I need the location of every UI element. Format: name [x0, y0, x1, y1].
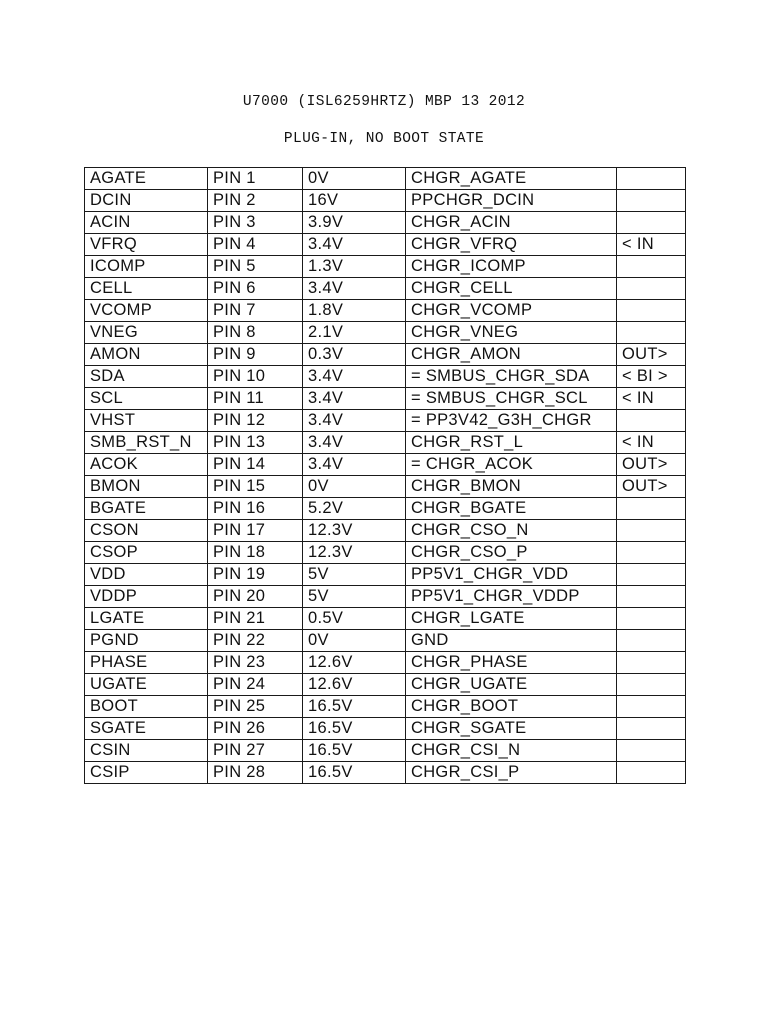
direction-cell — [617, 190, 686, 212]
voltage-cell: 16.5V — [303, 696, 406, 718]
voltage-cell: 0V — [303, 476, 406, 498]
direction-cell — [617, 278, 686, 300]
voltage-cell: 3.4V — [303, 454, 406, 476]
signal-name-cell: PGND — [85, 630, 208, 652]
pin-number-cell: PIN 27 — [208, 740, 303, 762]
voltage-cell: 1.3V — [303, 256, 406, 278]
net-name-cell: CHGR_AMON — [406, 344, 617, 366]
pin-number-cell: PIN 17 — [208, 520, 303, 542]
voltage-cell: 2.1V — [303, 322, 406, 344]
voltage-cell: 0V — [303, 168, 406, 190]
net-name-cell: CHGR_VFRQ — [406, 234, 617, 256]
signal-name-cell: LGATE — [85, 608, 208, 630]
table-row — [85, 696, 686, 718]
net-name-cell: CHGR_AGATE — [406, 168, 617, 190]
net-name-cell: PPCHGR_DCIN — [406, 190, 617, 212]
direction-cell — [617, 168, 686, 190]
pin-number-cell: PIN 24 — [208, 674, 303, 696]
table-row — [85, 190, 686, 212]
signal-name-cell: UGATE — [85, 674, 208, 696]
signal-name-cell: AGATE — [85, 168, 208, 190]
pin-number-cell: PIN 21 — [208, 608, 303, 630]
signal-name-cell: CSIN — [85, 740, 208, 762]
signal-name-cell: SGATE — [85, 718, 208, 740]
direction-cell — [617, 740, 686, 762]
net-name-cell: = PP3V42_G3H_CHGR — [406, 410, 617, 432]
signal-name-cell: ACIN — [85, 212, 208, 234]
table-row — [85, 234, 686, 256]
net-name-cell: CHGR_ICOMP — [406, 256, 617, 278]
direction-cell — [617, 762, 686, 784]
net-name-cell: = SMBUS_CHGR_SDA — [406, 366, 617, 388]
pin-number-cell: PIN 28 — [208, 762, 303, 784]
voltage-cell: 0.5V — [303, 608, 406, 630]
direction-cell — [617, 212, 686, 234]
pin-number-cell: PIN 6 — [208, 278, 303, 300]
document-subtitle: PLUG-IN, NO BOOT STATE — [283, 131, 485, 147]
pin-number-cell: PIN 5 — [208, 256, 303, 278]
signal-name-cell: CSON — [85, 520, 208, 542]
table-row — [85, 762, 686, 784]
direction-cell — [617, 674, 686, 696]
voltage-cell: 3.4V — [303, 366, 406, 388]
net-name-cell: PP5V1_CHGR_VDDP — [406, 586, 617, 608]
table-row — [85, 674, 686, 696]
net-name-cell: CHGR_BOOT — [406, 696, 617, 718]
pin-number-cell: PIN 14 — [208, 454, 303, 476]
table-row — [85, 586, 686, 608]
table-row — [85, 454, 686, 476]
direction-cell: OUT> — [617, 476, 686, 498]
signal-name-cell: PHASE — [85, 652, 208, 674]
voltage-cell: 0V — [303, 630, 406, 652]
direction-cell — [617, 608, 686, 630]
direction-cell — [617, 498, 686, 520]
signal-name-cell: ICOMP — [85, 256, 208, 278]
signal-name-cell: VNEG — [85, 322, 208, 344]
pin-voltage-table — [84, 167, 686, 784]
pin-number-cell: PIN 4 — [208, 234, 303, 256]
net-name-cell: GND — [406, 630, 617, 652]
table-row — [85, 652, 686, 674]
direction-cell: < IN — [617, 234, 686, 256]
net-name-cell: CHGR_CSO_P — [406, 542, 617, 564]
table-row — [85, 300, 686, 322]
pin-number-cell: PIN 7 — [208, 300, 303, 322]
table-row — [85, 542, 686, 564]
net-name-cell: PP5V1_CHGR_VDD — [406, 564, 617, 586]
pin-number-cell: PIN 11 — [208, 388, 303, 410]
voltage-cell: 12.3V — [303, 542, 406, 564]
signal-name-cell: VFRQ — [85, 234, 208, 256]
pin-number-cell: PIN 18 — [208, 542, 303, 564]
voltage-cell: 16V — [303, 190, 406, 212]
pin-number-cell: PIN 8 — [208, 322, 303, 344]
direction-cell — [617, 322, 686, 344]
table-row — [85, 278, 686, 300]
net-name-cell: CHGR_PHASE — [406, 652, 617, 674]
table-row — [85, 256, 686, 278]
voltage-cell: 5V — [303, 586, 406, 608]
direction-cell — [617, 520, 686, 542]
pin-number-cell: PIN 9 — [208, 344, 303, 366]
net-name-cell: CHGR_SGATE — [406, 718, 617, 740]
net-name-cell: CHGR_UGATE — [406, 674, 617, 696]
table-row — [85, 718, 686, 740]
pin-number-cell: PIN 26 — [208, 718, 303, 740]
pin-number-cell: PIN 3 — [208, 212, 303, 234]
direction-cell — [617, 696, 686, 718]
signal-name-cell: CSIP — [85, 762, 208, 784]
pin-number-cell: PIN 15 — [208, 476, 303, 498]
direction-cell — [617, 586, 686, 608]
table-row — [85, 388, 686, 410]
pin-number-cell: PIN 12 — [208, 410, 303, 432]
signal-name-cell: SDA — [85, 366, 208, 388]
signal-name-cell: BMON — [85, 476, 208, 498]
voltage-cell: 5.2V — [303, 498, 406, 520]
signal-name-cell: SCL — [85, 388, 208, 410]
table-row — [85, 322, 686, 344]
pin-number-cell: PIN 16 — [208, 498, 303, 520]
net-name-cell: CHGR_ACIN — [406, 212, 617, 234]
pin-number-cell: PIN 1 — [208, 168, 303, 190]
direction-cell — [617, 256, 686, 278]
voltage-cell: 12.6V — [303, 674, 406, 696]
pin-number-cell: PIN 13 — [208, 432, 303, 454]
voltage-cell: 16.5V — [303, 718, 406, 740]
net-name-cell: CHGR_CSI_P — [406, 762, 617, 784]
table-row — [85, 520, 686, 542]
table-row — [85, 366, 686, 388]
signal-name-cell: AMON — [85, 344, 208, 366]
direction-cell: OUT> — [617, 454, 686, 476]
direction-cell — [617, 300, 686, 322]
net-name-cell: CHGR_CSO_N — [406, 520, 617, 542]
signal-name-cell: VHST — [85, 410, 208, 432]
table-row — [85, 608, 686, 630]
voltage-cell: 3.9V — [303, 212, 406, 234]
net-name-cell: CHGR_CELL — [406, 278, 617, 300]
direction-cell: < BI > — [617, 366, 686, 388]
voltage-cell: 16.5V — [303, 740, 406, 762]
document-title: U7000 (ISL6259HRTZ) MBP 13 2012 — [242, 94, 526, 110]
net-name-cell: CHGR_BMON — [406, 476, 617, 498]
net-name-cell: CHGR_BGATE — [406, 498, 617, 520]
voltage-cell: 0.3V — [303, 344, 406, 366]
pin-number-cell: PIN 19 — [208, 564, 303, 586]
table-row — [85, 498, 686, 520]
signal-name-cell: VCOMP — [85, 300, 208, 322]
signal-name-cell: BGATE — [85, 498, 208, 520]
table-row — [85, 410, 686, 432]
pin-number-cell: PIN 22 — [208, 630, 303, 652]
direction-cell — [617, 652, 686, 674]
direction-cell — [617, 542, 686, 564]
table-row — [85, 476, 686, 498]
voltage-cell: 3.4V — [303, 432, 406, 454]
pin-number-cell: PIN 20 — [208, 586, 303, 608]
signal-name-cell: SMB_RST_N — [85, 432, 208, 454]
net-name-cell: CHGR_LGATE — [406, 608, 617, 630]
direction-cell: OUT> — [617, 344, 686, 366]
net-name-cell: CHGR_VNEG — [406, 322, 617, 344]
table-row — [85, 740, 686, 762]
table-row — [85, 212, 686, 234]
pin-number-cell: PIN 10 — [208, 366, 303, 388]
pin-table-body — [85, 168, 686, 784]
signal-name-cell: VDD — [85, 564, 208, 586]
voltage-cell: 3.4V — [303, 278, 406, 300]
direction-cell — [617, 564, 686, 586]
signal-name-cell: ACOK — [85, 454, 208, 476]
table-row — [85, 564, 686, 586]
direction-cell: < IN — [617, 388, 686, 410]
table-row — [85, 344, 686, 366]
direction-cell — [617, 630, 686, 652]
voltage-cell: 1.8V — [303, 300, 406, 322]
pin-number-cell: PIN 25 — [208, 696, 303, 718]
signal-name-cell: DCIN — [85, 190, 208, 212]
voltage-cell: 5V — [303, 564, 406, 586]
pin-number-cell: PIN 2 — [208, 190, 303, 212]
voltage-cell: 3.4V — [303, 234, 406, 256]
voltage-cell: 12.6V — [303, 652, 406, 674]
signal-name-cell: CSOP — [85, 542, 208, 564]
direction-cell — [617, 410, 686, 432]
voltage-cell: 3.4V — [303, 410, 406, 432]
net-name-cell: CHGR_CSI_N — [406, 740, 617, 762]
table-row — [85, 168, 686, 190]
signal-name-cell: BOOT — [85, 696, 208, 718]
signal-name-cell: VDDP — [85, 586, 208, 608]
voltage-cell: 16.5V — [303, 762, 406, 784]
direction-cell: < IN — [617, 432, 686, 454]
table-row — [85, 630, 686, 652]
net-name-cell: CHGR_RST_L — [406, 432, 617, 454]
voltage-cell: 12.3V — [303, 520, 406, 542]
direction-cell — [617, 718, 686, 740]
pin-number-cell: PIN 23 — [208, 652, 303, 674]
table-row — [85, 432, 686, 454]
net-name-cell: = SMBUS_CHGR_SCL — [406, 388, 617, 410]
net-name-cell: = CHGR_ACOK — [406, 454, 617, 476]
signal-name-cell: CELL — [85, 278, 208, 300]
voltage-cell: 3.4V — [303, 388, 406, 410]
net-name-cell: CHGR_VCOMP — [406, 300, 617, 322]
